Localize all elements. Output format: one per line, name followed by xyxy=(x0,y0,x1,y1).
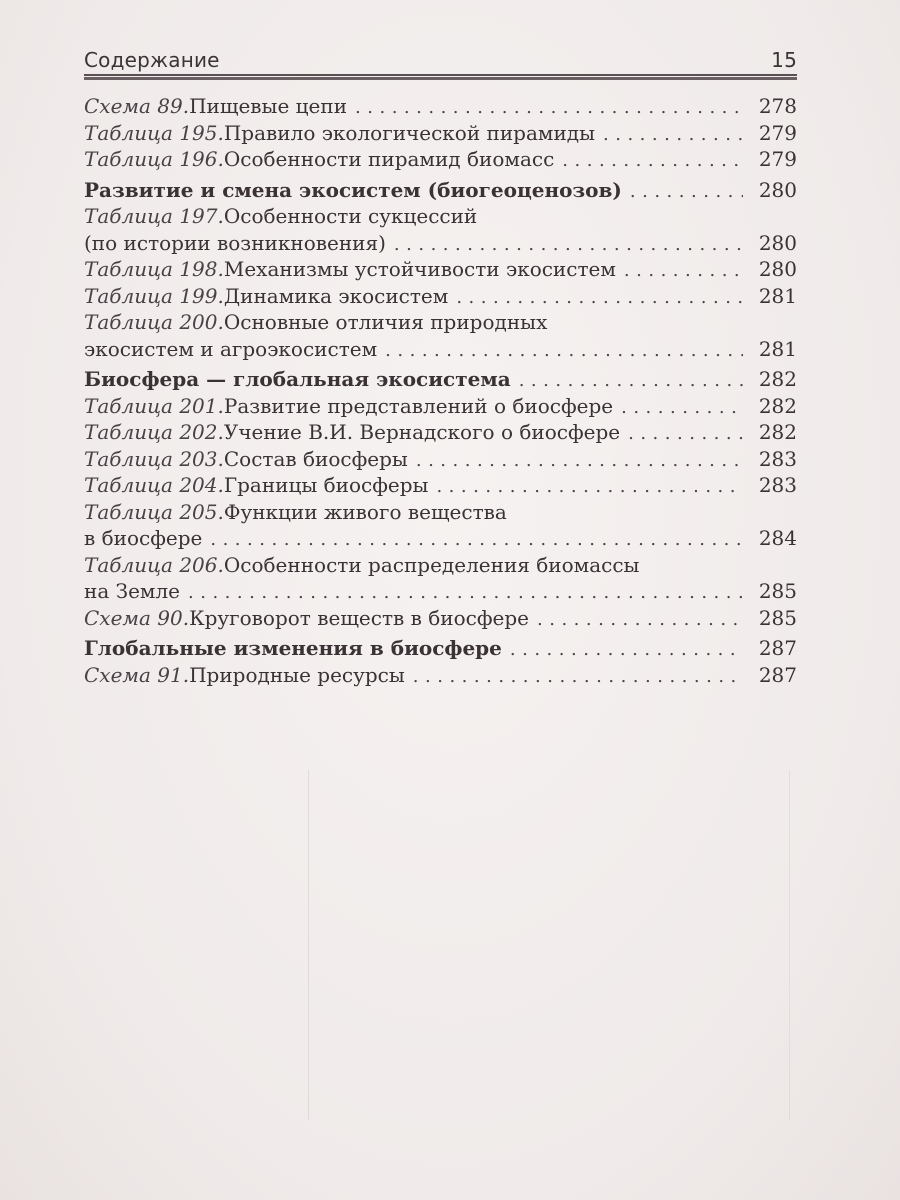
entry-page: 281 xyxy=(758,283,797,308)
entry-prefix: Таблица 200. xyxy=(84,310,224,334)
toc-entry-table-206[interactable] xyxy=(84,552,797,579)
leader-dots xyxy=(456,285,743,312)
entry-page: 285 xyxy=(758,579,797,603)
entry-prefix: Схема 89. xyxy=(84,94,190,118)
toc-section-biosphere[interactable] xyxy=(84,366,797,393)
toc-entry-schema-90[interactable] xyxy=(84,605,797,632)
toc-entry-table-197[interactable] xyxy=(84,203,797,230)
entry-title: Развитие представлений о биосфере xyxy=(223,393,614,418)
leader-dots xyxy=(394,232,743,259)
leader-dots xyxy=(621,395,743,422)
entry-title: Границы биосферы xyxy=(223,473,429,497)
page-number: 15 xyxy=(771,48,797,72)
entry-page: 279 xyxy=(758,147,797,171)
toc-entry-table-206-continued[interactable] xyxy=(84,578,797,605)
entry-page: 283 xyxy=(758,446,797,471)
entry-title: Состав биосферы xyxy=(223,446,408,471)
entry-title: в биосфере xyxy=(84,526,203,550)
entry-prefix: Таблица 204. xyxy=(84,473,224,497)
entry-title: (по истории возникновения) xyxy=(84,230,386,255)
entry-prefix: Таблица 196. xyxy=(84,147,224,171)
entry-page: 280 xyxy=(758,177,797,202)
entry-title: Особенности распределения биомассы xyxy=(223,552,640,577)
toc-entry-table-203[interactable] xyxy=(84,446,797,473)
entry-page: 283 xyxy=(758,473,797,497)
toc-entry-schema-91[interactable] xyxy=(84,662,797,689)
entry-page: 282 xyxy=(758,367,797,391)
toc-entry-table-202[interactable] xyxy=(84,419,797,446)
entry-title: экосистем и агроэкосистем xyxy=(84,336,378,361)
entry-page: 281 xyxy=(758,336,797,361)
table-of-contents xyxy=(84,93,797,688)
entry-title: Биосфера — глобальная экосистема xyxy=(84,367,511,391)
leader-dots xyxy=(188,580,743,607)
entry-prefix: Таблица 205. xyxy=(84,499,224,524)
section-title: Содержание xyxy=(84,48,220,72)
toc-entry-table-200[interactable] xyxy=(84,309,797,336)
toc-entry-table-205[interactable] xyxy=(84,499,797,526)
entry-page: 282 xyxy=(758,420,797,444)
entry-prefix: Схема 91. xyxy=(84,662,190,687)
entry-page: 287 xyxy=(758,636,797,660)
leader-dots xyxy=(355,95,743,122)
entry-title: Правило экологической пирамиды xyxy=(223,120,596,145)
leader-dots xyxy=(562,148,743,175)
entry-title: Основные отличия природных xyxy=(223,310,548,334)
entry-title: Круговорот веществ в биосфере xyxy=(189,605,529,630)
leader-dots xyxy=(624,258,743,285)
entry-page: 285 xyxy=(758,605,797,630)
toc-entry-table-198[interactable] xyxy=(84,256,797,283)
running-head xyxy=(84,44,797,72)
entry-prefix: Таблица 197. xyxy=(84,204,224,228)
entry-prefix: Таблица 199. xyxy=(84,283,224,308)
entry-page: 287 xyxy=(758,662,797,687)
toc-entry-table-195[interactable] xyxy=(84,120,797,147)
toc-entry-table-205-continued[interactable] xyxy=(84,525,797,552)
toc-entry-table-199[interactable] xyxy=(84,283,797,310)
entry-prefix: Таблица 202. xyxy=(84,420,224,444)
leader-dots xyxy=(416,448,743,475)
entry-title: Учение В.И. Вернадского о биосфере xyxy=(223,420,621,444)
entry-title: на Земле xyxy=(84,579,181,603)
entry-title: Динамика экосистем xyxy=(223,283,449,308)
leader-dots xyxy=(519,368,743,395)
reverse-side-bleed-through xyxy=(308,770,790,1120)
leader-dots xyxy=(385,338,743,365)
entry-prefix: Таблица 206. xyxy=(84,552,224,577)
entry-prefix: Таблица 201. xyxy=(84,393,224,418)
leader-dots xyxy=(537,607,743,634)
entry-page: 278 xyxy=(758,94,797,118)
toc-entry-table-204[interactable] xyxy=(84,472,797,499)
entry-prefix: Таблица 198. xyxy=(84,257,224,281)
header-double-rule xyxy=(84,74,797,80)
entry-page: 280 xyxy=(758,230,797,255)
toc-entry-table-197-continued[interactable] xyxy=(84,230,797,257)
entry-title: Глобальные изменения в биосфере xyxy=(84,636,502,660)
leader-dots xyxy=(630,179,743,206)
entry-title: Развитие и смена экосистем (биогеоценозов) xyxy=(84,177,622,202)
toc-entry-table-196[interactable] xyxy=(84,146,797,173)
entry-prefix: Таблица 203. xyxy=(84,446,224,471)
toc-entry-table-201[interactable] xyxy=(84,393,797,420)
entry-page: 282 xyxy=(758,393,797,418)
entry-page: 284 xyxy=(758,526,797,550)
leader-dots xyxy=(210,527,743,554)
entry-title: Особенности сукцессий xyxy=(223,204,478,228)
leader-dots xyxy=(603,122,743,149)
leader-dots xyxy=(510,637,743,664)
toc-entry-schema-89[interactable] xyxy=(84,93,797,120)
leader-dots xyxy=(628,421,743,448)
entry-page: 279 xyxy=(758,120,797,145)
leader-dots xyxy=(413,664,743,691)
entry-title: Механизмы устойчивости экосистем xyxy=(223,257,616,281)
entry-page: 280 xyxy=(758,257,797,281)
toc-section-ecosystem-development[interactable] xyxy=(84,177,797,204)
toc-entry-table-200-continued[interactable] xyxy=(84,336,797,363)
leader-dots xyxy=(436,474,743,501)
toc-section-global-changes[interactable] xyxy=(84,635,797,662)
entry-title: Пищевые цепи xyxy=(189,94,348,118)
entry-title: Природные ресурсы xyxy=(189,662,405,687)
entry-prefix: Таблица 195. xyxy=(84,120,224,145)
entry-title: Функции живого вещества xyxy=(223,499,507,524)
entry-prefix: Схема 90. xyxy=(84,605,190,630)
entry-title: Особенности пирамид биомасс xyxy=(223,147,555,171)
